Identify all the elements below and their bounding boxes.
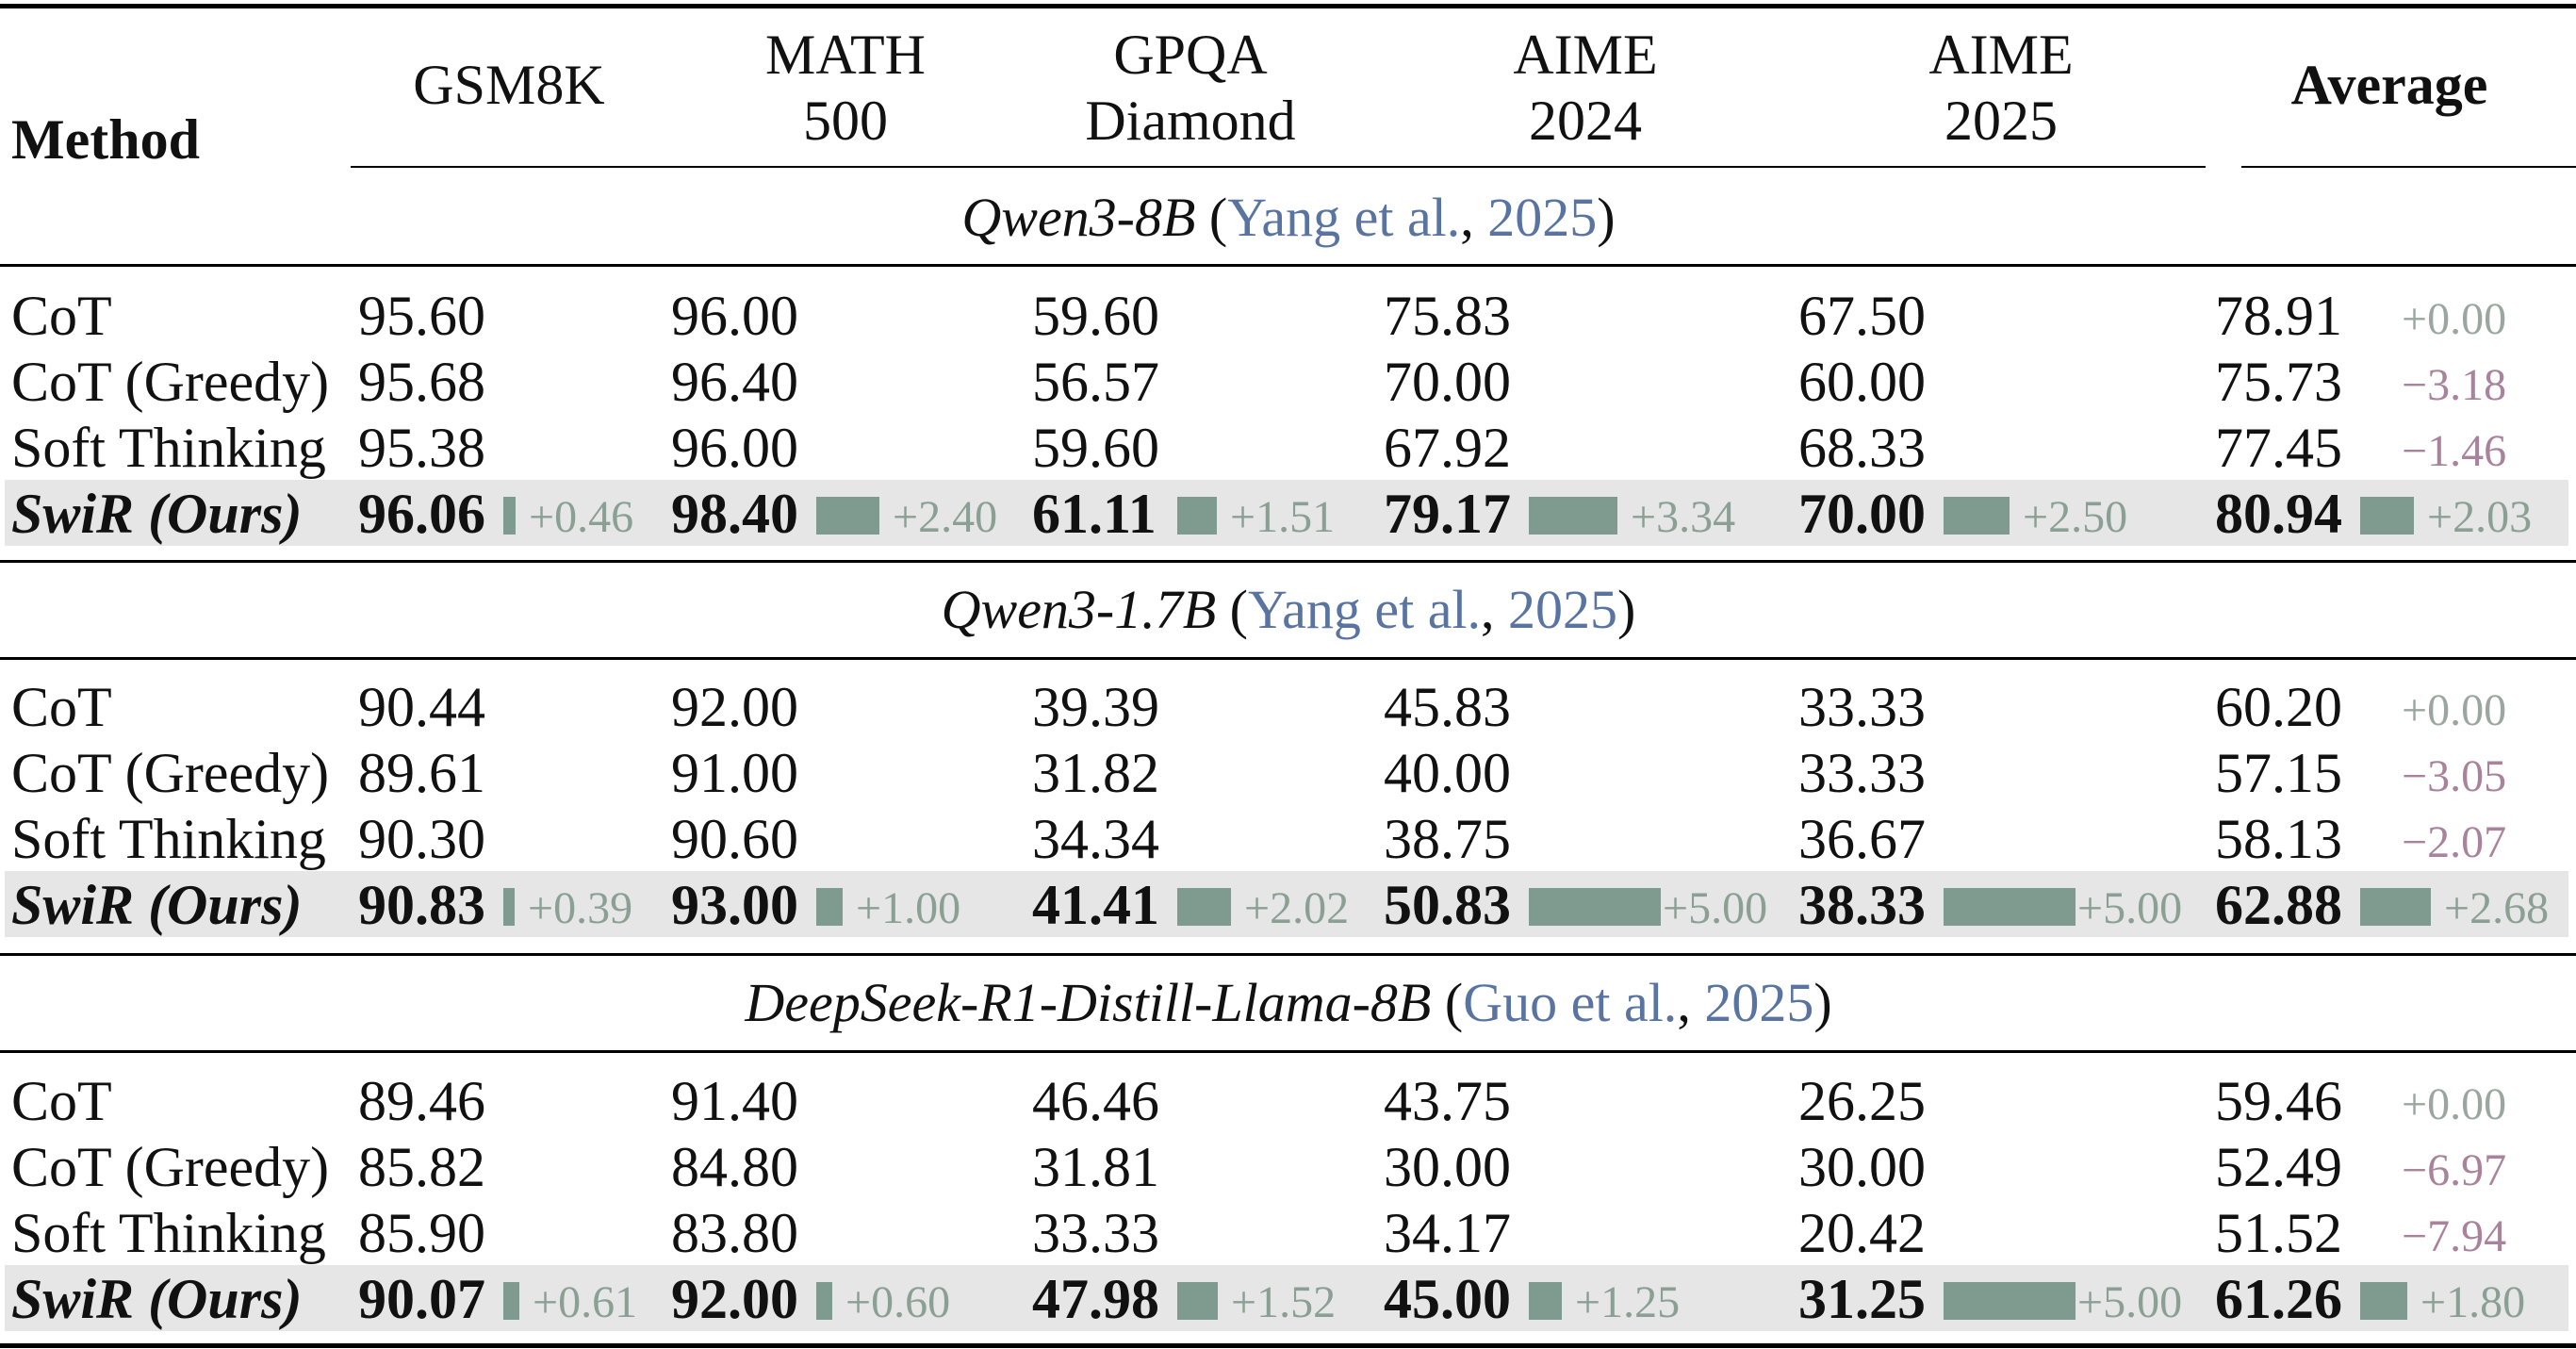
citation-sep: ,	[1481, 579, 1509, 640]
gain-delta: +0.39	[528, 883, 633, 933]
average-delta: −3.18	[2402, 360, 2507, 410]
score-cell: 43.75	[1384, 1070, 1511, 1132]
score-cell: 30.00	[1798, 1136, 1926, 1198]
gain-delta: +2.02	[1244, 883, 1350, 933]
group-rule	[0, 953, 2576, 956]
header-underline-datasets	[351, 166, 2206, 168]
citation-close: )	[1617, 579, 1636, 640]
gain-bar	[1944, 497, 2010, 535]
score-cell: 31.81	[1032, 1136, 1159, 1198]
method-name: CoT (Greedy)	[11, 351, 330, 413]
score-cell: 57.15	[2215, 742, 2342, 804]
gain-delta: +1.51	[1230, 492, 1336, 542]
score-cell: 39.39	[1032, 676, 1159, 738]
score-cell: 75.73	[2215, 351, 2342, 413]
method-name-ours: SwiR (Ours)	[11, 874, 303, 936]
score-cell: 34.17	[1384, 1202, 1511, 1264]
score-cell: 59.46	[2215, 1070, 2342, 1132]
gain-bar	[816, 497, 879, 535]
method-name: Soft Thinking	[11, 1202, 326, 1264]
method-name: Soft Thinking	[11, 417, 326, 479]
citation-author-link[interactable]: Yang et al.	[1248, 579, 1482, 640]
score-cell-best: 61.26	[2215, 1268, 2342, 1330]
score-cell: 91.00	[671, 742, 798, 804]
score-cell: 75.83	[1384, 285, 1511, 347]
score-cell: 58.13	[2215, 808, 2342, 870]
gain-delta: +2.03	[2427, 492, 2533, 542]
score-cell: 59.60	[1032, 417, 1159, 479]
score-cell: 85.82	[358, 1136, 485, 1198]
score-cell: 91.40	[671, 1070, 798, 1132]
score-cell-best: 80.94	[2215, 483, 2342, 545]
column-header: GPQA	[1113, 24, 1268, 86]
average-delta: +0.00	[2402, 1079, 2507, 1129]
gain-bar	[503, 1282, 519, 1320]
average-delta: +0.00	[2402, 685, 2507, 735]
gain-bar	[503, 497, 516, 535]
method-name: CoT	[11, 285, 112, 347]
gain-delta: +2.50	[2023, 492, 2128, 542]
gain-bar	[816, 888, 843, 926]
group-rule	[0, 264, 2576, 267]
score-cell: 67.92	[1384, 417, 1511, 479]
score-cell: 89.61	[358, 742, 485, 804]
score-cell: 78.91	[2215, 285, 2342, 347]
score-cell: 95.60	[358, 285, 485, 347]
gain-delta: +0.46	[529, 492, 634, 542]
score-cell: 84.80	[671, 1136, 798, 1198]
citation-sep: ,	[1460, 187, 1488, 248]
method-name: CoT (Greedy)	[11, 742, 330, 804]
method-name: CoT	[11, 676, 112, 738]
column-header: Average	[2290, 54, 2488, 116]
average-delta: −1.46	[2402, 426, 2507, 476]
score-cell: 70.00	[1384, 351, 1511, 413]
score-cell-best: 79.17	[1384, 483, 1511, 545]
score-cell: 33.33	[1032, 1202, 1159, 1264]
citation-close: )	[1813, 972, 1832, 1033]
score-cell-best: 61.11	[1032, 483, 1157, 545]
score-cell-best: 93.00	[671, 874, 798, 936]
gain-delta: +2.68	[2444, 883, 2550, 933]
score-cell-best: 90.83	[358, 874, 485, 936]
gain-bar	[1529, 497, 1617, 535]
column-header-subtitle: 2024	[1529, 90, 1642, 152]
score-cell: 45.83	[1384, 676, 1511, 738]
score-cell: 96.00	[671, 417, 798, 479]
method-name-ours: SwiR (Ours)	[11, 483, 303, 545]
average-delta: −6.97	[2402, 1145, 2507, 1195]
score-cell: 96.40	[671, 351, 798, 413]
average-delta: −3.05	[2402, 751, 2507, 801]
gain-bar	[1529, 888, 1661, 926]
score-cell: 30.00	[1384, 1136, 1511, 1198]
score-cell: 95.68	[358, 351, 485, 413]
header-underline-average	[2241, 166, 2576, 168]
average-delta: −2.07	[2402, 817, 2507, 867]
gain-delta: +0.60	[845, 1277, 951, 1327]
gain-delta: +3.34	[1631, 492, 1736, 542]
citation-year-link[interactable]: 2025	[1487, 187, 1598, 248]
score-cell: 38.75	[1384, 808, 1511, 870]
score-cell: 46.46	[1032, 1070, 1159, 1132]
citation-close: )	[1597, 187, 1616, 248]
model-name: Qwen3-1.7B	[941, 579, 1217, 640]
citation-author-link[interactable]: Yang et al.	[1227, 187, 1461, 248]
model-name: DeepSeek-R1-Distill-Llama-8B	[745, 972, 1432, 1033]
score-cell-best: 90.07	[358, 1268, 485, 1330]
score-cell-best: 98.40	[671, 483, 798, 545]
column-header-method: Method	[11, 108, 200, 171]
score-cell: 90.44	[358, 676, 485, 738]
score-cell: 51.52	[2215, 1202, 2342, 1264]
citation-sep: ,	[1677, 972, 1705, 1033]
column-header: GSM8K	[413, 54, 605, 116]
score-cell: 95.38	[358, 417, 485, 479]
score-cell: 56.57	[1032, 351, 1159, 413]
method-name: CoT (Greedy)	[11, 1136, 330, 1198]
score-cell: 68.33	[1798, 417, 1926, 479]
score-cell: 60.20	[2215, 676, 2342, 738]
citation-year-link[interactable]: 2025	[1508, 579, 1618, 640]
score-cell: 33.33	[1798, 676, 1926, 738]
column-header: AIME	[1513, 24, 1658, 86]
gain-delta: +5.00	[2077, 883, 2183, 933]
score-cell: 89.46	[358, 1070, 485, 1132]
score-cell: 26.25	[1798, 1070, 1926, 1132]
gain-bar	[1177, 888, 1231, 926]
column-header-subtitle: 2025	[1944, 90, 2058, 152]
column-header-subtitle: 500	[803, 90, 888, 152]
score-cell-best: 41.41	[1032, 874, 1159, 936]
gain-bar	[1177, 497, 1217, 535]
score-cell-best: 47.98	[1032, 1268, 1159, 1330]
group-title	[745, 972, 1832, 1033]
gain-delta: +1.00	[856, 883, 961, 933]
gain-bar	[1529, 1282, 1562, 1320]
bottom-rule	[0, 1343, 2576, 1348]
method-name: Soft Thinking	[11, 808, 326, 870]
average-delta: +0.00	[2402, 294, 2507, 344]
score-cell: 92.00	[671, 676, 798, 738]
score-cell: 77.45	[2215, 417, 2342, 479]
gain-delta: +5.00	[1663, 883, 1768, 933]
score-cell-best: 92.00	[671, 1268, 798, 1330]
score-cell: 31.82	[1032, 742, 1159, 804]
gain-bar	[2360, 1282, 2407, 1320]
score-cell: 59.60	[1032, 285, 1159, 347]
gain-bar	[1177, 1282, 1218, 1320]
score-cell-best: 62.88	[2215, 874, 2342, 936]
score-cell: 60.00	[1798, 351, 1926, 413]
gain-bar	[2360, 888, 2431, 926]
score-cell: 34.34	[1032, 808, 1159, 870]
gain-delta: +2.40	[893, 492, 998, 542]
citation-open: (	[1216, 579, 1249, 640]
method-name-ours: SwiR (Ours)	[11, 1268, 303, 1330]
score-cell: 83.80	[671, 1202, 798, 1264]
score-cell-best: 70.00	[1798, 483, 1926, 545]
score-cell: 96.00	[671, 285, 798, 347]
score-cell: 52.49	[2215, 1136, 2342, 1198]
group-rule	[0, 657, 2576, 660]
gain-delta: +1.25	[1575, 1277, 1681, 1327]
score-cell-best: 45.00	[1384, 1268, 1511, 1330]
column-header-subtitle: Diamond	[1085, 90, 1296, 152]
citation-open: (	[1195, 187, 1228, 248]
column-header: AIME	[1928, 24, 2074, 86]
score-cell: 40.00	[1384, 742, 1511, 804]
score-cell-best: 38.33	[1798, 874, 1926, 936]
group-rule	[0, 560, 2576, 563]
score-cell-best: 31.25	[1798, 1268, 1926, 1330]
average-delta: −7.94	[2402, 1211, 2507, 1261]
score-cell-best: 96.06	[358, 483, 485, 545]
gain-delta: +1.80	[2420, 1277, 2526, 1327]
group-title	[961, 187, 1616, 248]
citation-author-link[interactable]: Guo et al.	[1463, 972, 1678, 1033]
score-cell: 85.90	[358, 1202, 485, 1264]
method-name: CoT	[11, 1070, 112, 1132]
group-rule	[0, 1050, 2576, 1053]
citation-open: (	[1431, 972, 1464, 1033]
score-cell: 67.50	[1798, 285, 1926, 347]
model-name: Qwen3-8B	[961, 187, 1196, 248]
gain-bar	[816, 1282, 832, 1320]
score-cell: 20.42	[1798, 1202, 1926, 1264]
gain-bar	[2360, 497, 2414, 535]
gain-delta: +0.61	[533, 1277, 638, 1327]
score-cell: 90.60	[671, 808, 798, 870]
gain-delta: +1.52	[1231, 1277, 1337, 1327]
column-header: MATH	[764, 24, 927, 86]
group-title	[941, 579, 1636, 640]
score-cell-best: 50.83	[1384, 874, 1511, 936]
top-rule	[0, 4, 2576, 8]
score-cell: 90.30	[358, 808, 485, 870]
gain-delta: +5.00	[2077, 1277, 2183, 1327]
gain-bar	[1944, 888, 2076, 926]
citation-year-link[interactable]: 2025	[1704, 972, 1814, 1033]
gain-bar	[503, 888, 515, 926]
score-cell: 36.67	[1798, 808, 1926, 870]
gain-bar	[1944, 1282, 2076, 1320]
score-cell: 33.33	[1798, 742, 1926, 804]
